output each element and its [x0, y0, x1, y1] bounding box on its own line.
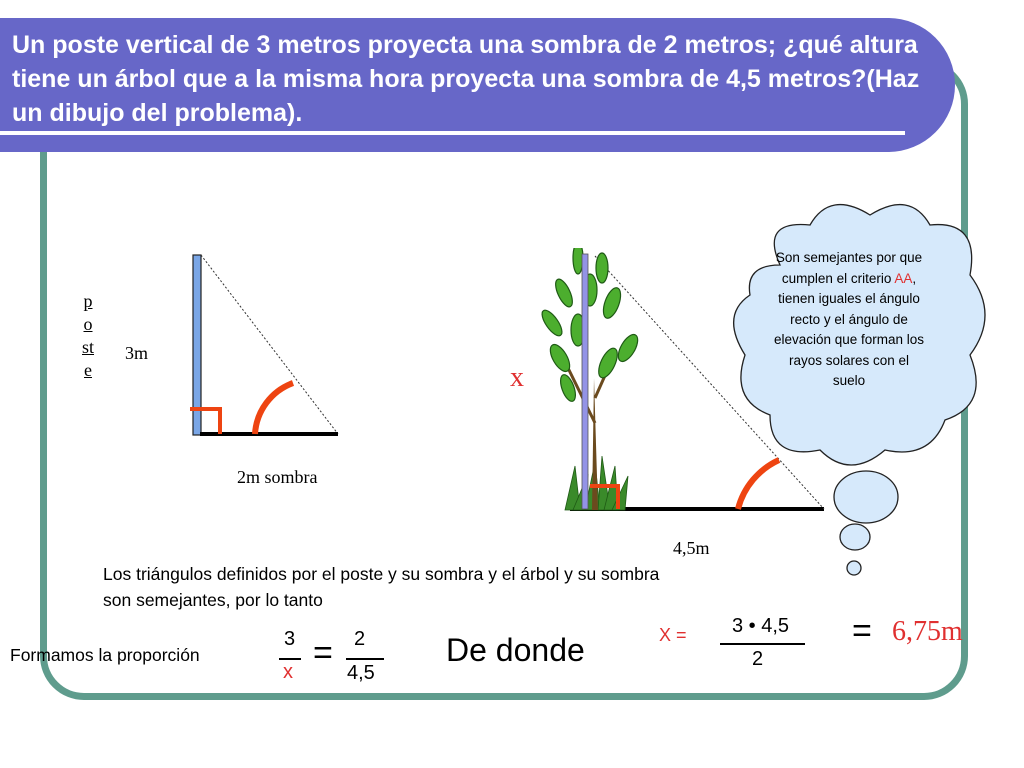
- solution-result: 6,75m: [892, 616, 963, 647]
- proportion-label: Formamos la proporción: [10, 645, 200, 665]
- x-equals-label: X =: [659, 625, 687, 645]
- tree-height-label: x: [510, 362, 524, 393]
- solution-equals: =: [852, 612, 872, 650]
- title-underline: [0, 131, 905, 135]
- solution-fraction-bar: [720, 643, 805, 645]
- bubble-text-start: Son semejantes por que cumplen el criterio: [775, 250, 923, 286]
- pole-vertical-label: poste: [82, 291, 95, 380]
- left-denominator: x: [283, 661, 293, 683]
- elevation-angle-arc: [255, 383, 293, 434]
- right-denominator: 4,5: [347, 662, 375, 684]
- right-numerator: 2: [354, 628, 366, 650]
- bubble-text-end: , tienen iguales el ángulo recto y el ángulo de elevación que forman los rayos solares con el suelo: [773, 270, 925, 388]
- pole-shadow-label: 2m sombra: [237, 467, 318, 487]
- explanation-line-1: Los triángulos definidos por el poste y su sombra y el árbol y su sombra: [103, 564, 660, 584]
- solution-numerator: 3 • 4,5: [732, 615, 790, 637]
- tree-height-bar: [582, 254, 588, 509]
- aa-criterion: AA: [894, 270, 913, 286]
- tree-shadow-label: 4,5m: [673, 538, 710, 558]
- explanation-line-2: son semejantes, por lo tanto: [103, 590, 323, 610]
- solution-denominator: 2: [752, 648, 764, 670]
- proportion-equals: =: [313, 634, 333, 672]
- pole-height-label: 3m: [125, 343, 149, 363]
- right-fraction-bar: [346, 658, 384, 660]
- slide-title: Un poste vertical de 3 metros proyecta una sombra de 2 metros; ¿qué altura tiene un árbol que a la misma hora proyecta una sombra de 4,5 metros?(Haz un dibujo del problema).: [12, 31, 920, 127]
- left-fraction-bar: [279, 658, 301, 660]
- tree-icon: [540, 248, 642, 510]
- left-numerator: 3: [284, 628, 296, 650]
- pole-figure: [180, 245, 350, 445]
- de-donde-text: De donde: [446, 632, 585, 668]
- bubble-text: [773, 248, 925, 392]
